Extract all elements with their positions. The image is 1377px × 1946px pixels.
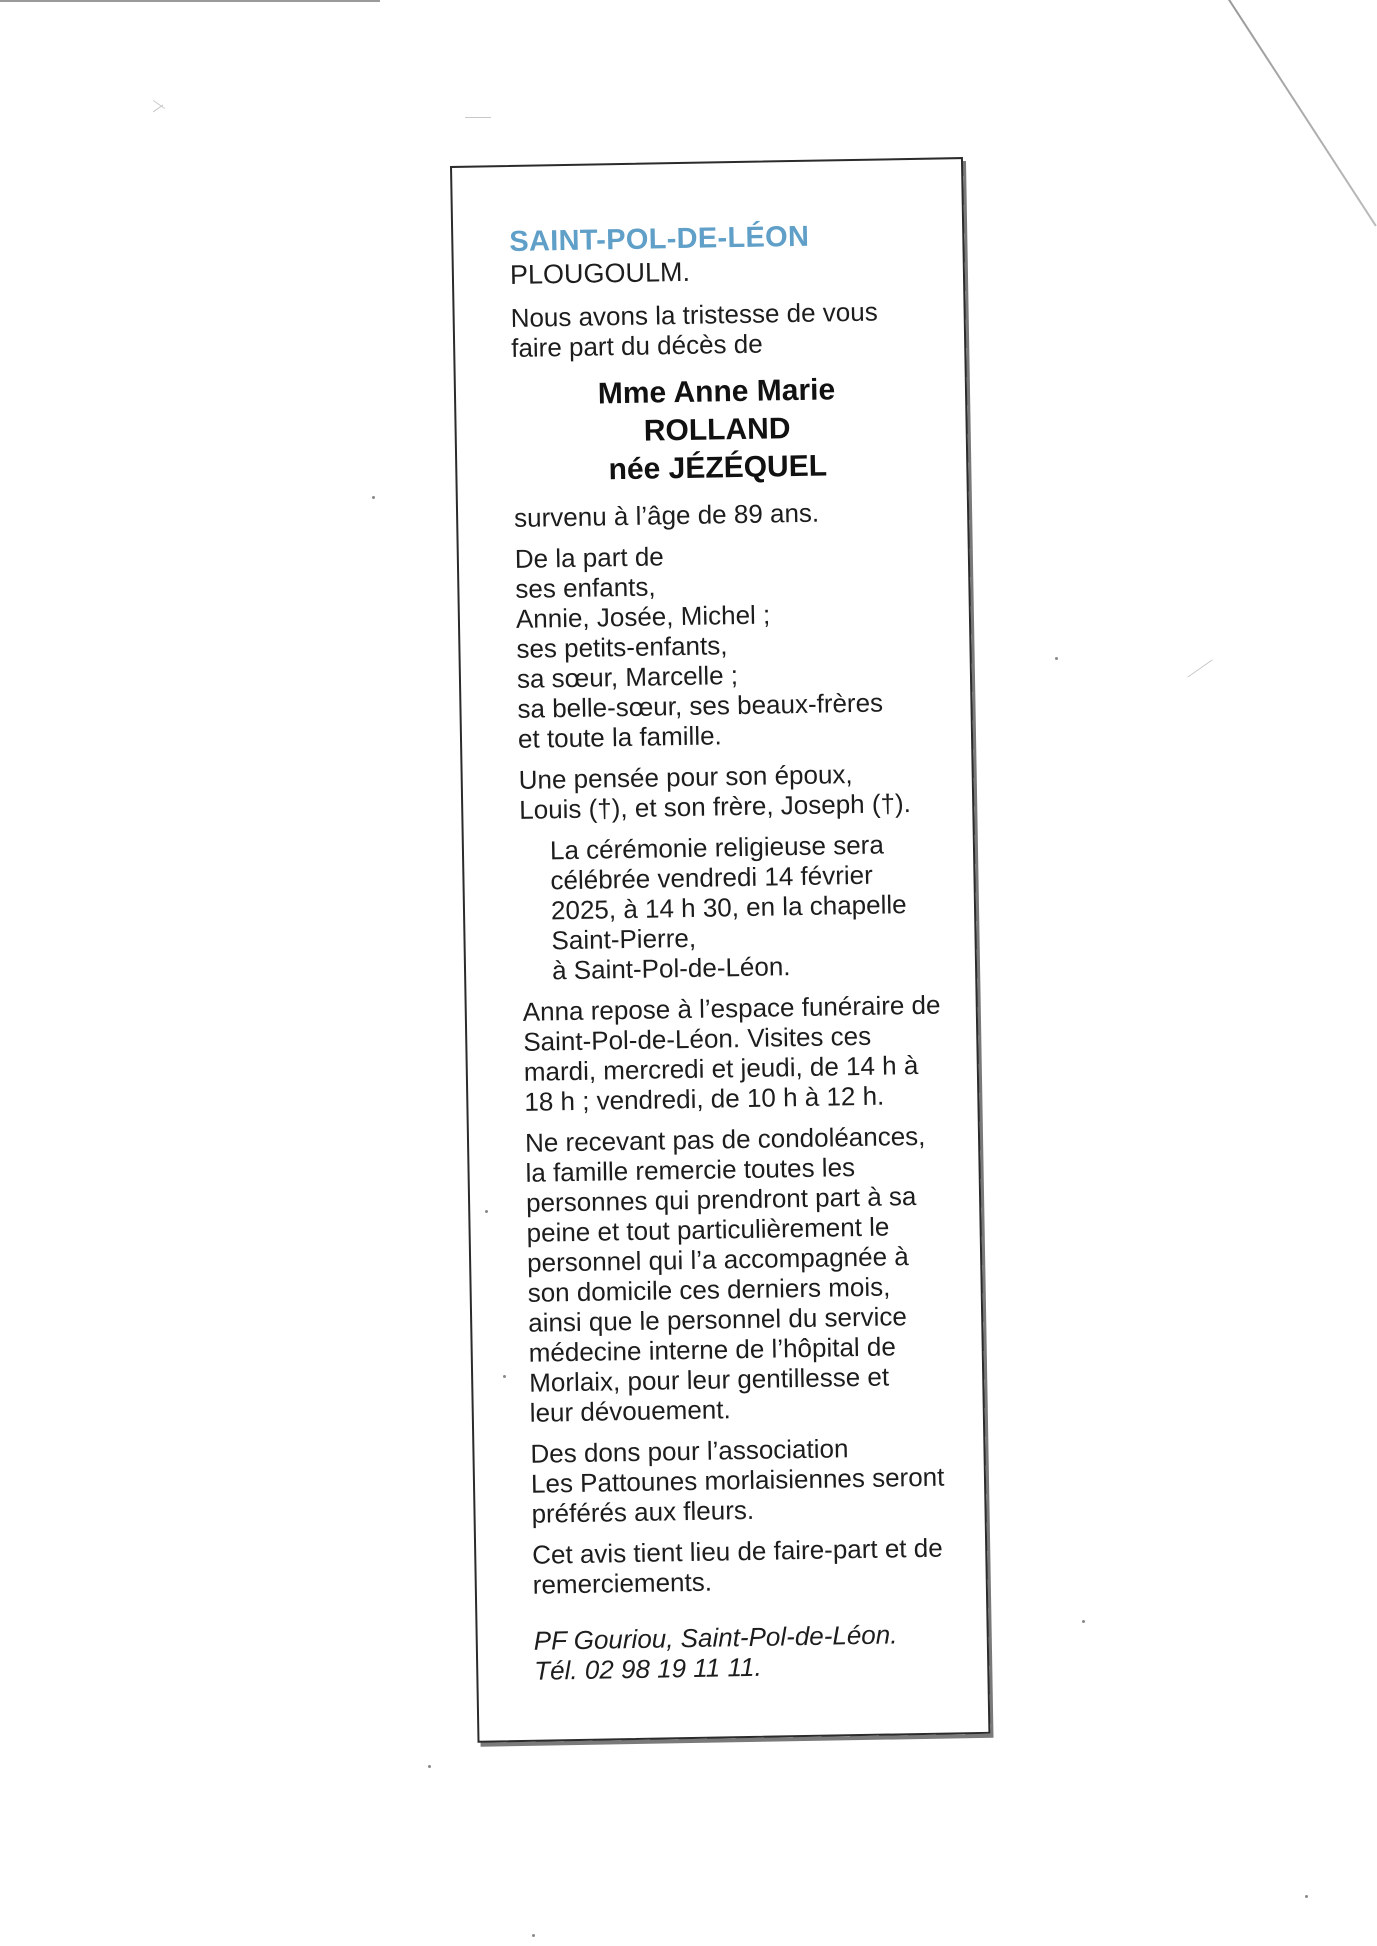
scan-dot <box>428 1765 431 1768</box>
scan-dot <box>372 496 375 499</box>
age-text: survenu à l’âge de 89 ans. <box>513 497 820 533</box>
scan-edge-diagonal <box>1228 0 1377 226</box>
family-list: De la part de ses enfants, Annie, Josée, Michel ; ses petits-enfants, sa sœur, Marcelle ; sa belle-sœur, ses beaux-frères et toute la famille. <box>514 541 884 754</box>
intro-text: Nous avons la tristesse de vous faire part du décès de <box>510 296 878 363</box>
funeral-home-signature: PF Gouriou, Saint-Pol-de-Léon. Tél. 02 98 19 11 11. <box>533 1619 898 1686</box>
scan-dot <box>1082 1620 1085 1623</box>
scan-smudge <box>1187 659 1212 677</box>
scan-smudge <box>465 117 491 118</box>
ceremony-details: La cérémonie religieuse sera célébrée vendredi 14 février 2025, à 14 h 30, en la chapelle Saint-Pierre, à Saint-Pol-de-Léon. <box>549 829 907 986</box>
closing-text: Cet avis tient lieu de faire-part et de remerciements. <box>531 1532 943 1600</box>
obituary-notice <box>450 157 990 1743</box>
deceased-name-line: Mme Anne Marie <box>597 373 836 411</box>
deceased-surname: ROLLAND <box>643 412 791 448</box>
scan-edge-line <box>0 0 380 2</box>
scan-dot <box>532 1934 535 1937</box>
visits-text: Anna repose à l’espace funéraire de Saint-Pol-de-Léon. Visites ces mardi, mercredi et jeudi, de 14 h à 18 h ; vendredi, de 10 h à 12 h. <box>522 989 941 1117</box>
scan-dot <box>1305 1895 1308 1898</box>
deceased-name <box>512 370 937 491</box>
deceased-maiden-name: née JÉZÉQUEL <box>608 449 828 487</box>
thought-text: Une pensée pour son époux, Louis (†), et son frère, Joseph (†). <box>518 759 912 825</box>
town-heading: SAINT-POL-DE-LÉON <box>509 220 810 258</box>
scan-dot <box>1055 657 1058 660</box>
sub-town: PLOUGOULM. <box>509 256 691 290</box>
condolences-text: Ne recevant pas de condoléances, la famille remercie toutes les personnes qui prendront part à sa peine et tout particulièrement le personnel qui l’a accompagnée à son domicile ces derniers mois, ainsi que le personnel du service médecine interne de l’hôpital de Morlaix, pour leur gentillesse et leur dévouement. <box>524 1120 926 1428</box>
donations-text: Des dons pour l’association Les Pattounes morlaisiennes seront préférés aux fleurs. <box>530 1433 945 1529</box>
scan-smudge <box>153 105 163 113</box>
